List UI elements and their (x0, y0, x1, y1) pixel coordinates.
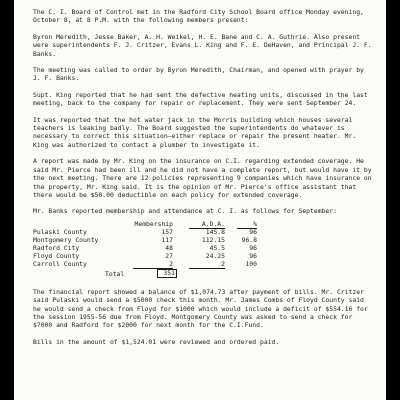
paragraph-financial-report: The financial report showed a balance of $1,074.73 after payment of bills. Mr. Critzer said Pulaski would send a $5000 check this month. Mr. James Combs of Floyd County said he would send a check from Floyd for $1000 which would include a deficit of $554.16 for the session 1955-56 due from Floyd. Montgomery County was asked to send a check for $7000 and Radford for $2000 for next month for the C.I.Fund. (33, 287, 368, 330)
table-row (33, 236, 373, 244)
row-membership: 117 (161, 235, 173, 244)
row-county: Radford City (33, 243, 80, 252)
row-ada: 145.8 (205, 227, 225, 236)
table-row (33, 244, 373, 252)
paragraph-attendees: Byron Meredith, Jesse Baker, A. H. Weikel, H. E. Bane and C. A. Guthrie. Also present were superintendents F. J. Critzer, Evans L. King and F. E. DeHaven, and Principal J. F. Banks. (33, 32, 372, 58)
row-membership: 2 (133, 260, 173, 269)
table-row (33, 260, 373, 268)
membership-table (33, 219, 373, 278)
paragraph-hot-water-jack: It was reported that the hot water jack in the Morris building which houses several teachers is leaking badly. The Board suggested the superintendents do whatever is necessary to correct this situation—either replace or repair the present heater. Mr. King was authorized to contact a plumber to investigate it. (33, 115, 357, 149)
document-date (14, 0, 386, 1)
paragraph-heating-units: Supt. King reported that he had sent the defective heating units, discussed in the last meeting, back to the company for repair or replacement. They were sent September 24. (33, 90, 368, 108)
total-label: Total (105, 269, 125, 278)
header-percent: % (237, 220, 257, 229)
table-row (33, 228, 373, 236)
row-percent: 96 (249, 251, 257, 260)
row-county: Carroll County (33, 259, 87, 268)
paragraph-insurance-report: A report was made by Mr. King on the insurance on C.I. regarding extended coverage. He said Mr. Pierce had been ill and he did not have a complete report, but would have it by the next meeting. There are 12 policies representing 9 companies which have insurance on the property, Mr. King said. It is the opinion of Mr. Pierce's office assistant that there would be $50.00 deductible on each policy for extended coverage. (33, 157, 372, 199)
row-ada: 24.25 (205, 251, 225, 260)
document-page (14, 0, 386, 400)
row-county: Montgomery County (33, 235, 99, 244)
row-ada: 2 (189, 260, 225, 269)
header-membership: Membership (134, 219, 173, 228)
paragraph-bills: Bills in the amount of $1,524.01 were reviewed and ordered paid. (33, 337, 280, 346)
table-row (33, 252, 373, 260)
minutes-body (33, 8, 373, 354)
header-ada: A.D.A. (189, 220, 225, 229)
row-ada: 45.5 (209, 243, 225, 252)
paragraph-membership-intro: Mr. Banks reported membership and attendance at C. I. as follows for September: (33, 207, 337, 216)
membership-total-row (33, 270, 373, 278)
paragraph-call-to-order: The meeting was called to order by Byron Meredith, Chairman, and opened with prayer by J. F. Banks. (33, 66, 364, 83)
row-membership: 157 (161, 227, 173, 236)
row-ada: 112.15 (201, 235, 225, 244)
row-county: Pulaski County (33, 227, 87, 236)
total-value: 351 (157, 269, 177, 278)
row-membership: 48 (165, 243, 173, 252)
row-percent: 96.8 (241, 235, 257, 244)
membership-table-header (33, 220, 373, 228)
paragraph-meeting-opening: The C. I. Board of Control met in the Radford City School Board office Monday evening, October 8, at 8 P.M. with the following members present: (33, 8, 364, 25)
row-percent: 96 (249, 243, 257, 252)
row-county: Floyd County (33, 251, 80, 260)
row-percent: 96 (249, 227, 257, 236)
row-percent: 100 (245, 259, 257, 268)
row-membership: 27 (165, 251, 173, 260)
